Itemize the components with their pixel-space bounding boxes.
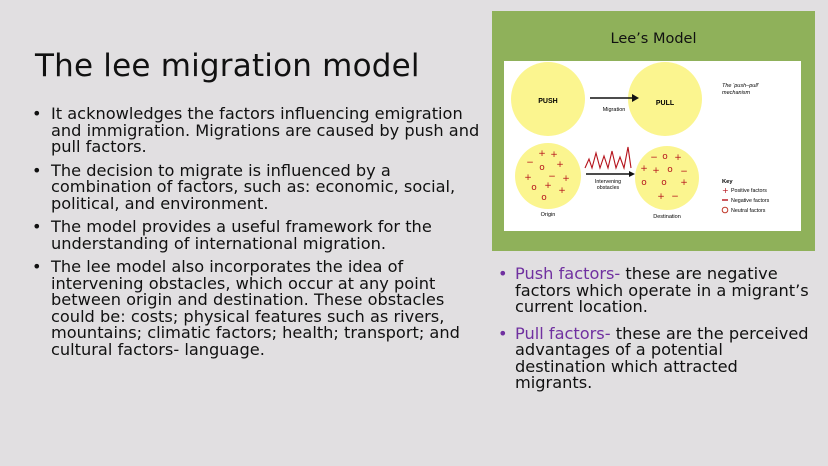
- svg-text:o: o: [531, 183, 537, 193]
- svg-text:o: o: [641, 178, 647, 188]
- definition-item: [498, 323, 818, 392]
- bullet-item: • The lee model also incorporates the idea of intervening obstacles, which occur at any point between origin and destination. These obstacles could be: costs; physical features such as rivers, mountains; climatic factors; health; transport; and cultural factors- language.: [32, 259, 480, 358]
- bullet-item: • The decision to migrate is influenced by a combination of factors, such as: economic, social, political, and environment.: [32, 163, 480, 213]
- definition-text: these are the perceived advantages of a potential destination which attracted migrants.: [515, 323, 809, 392]
- origin-label: Origin: [540, 212, 556, 218]
- plus-icon: +: [722, 186, 729, 195]
- intervening-label: obstacles: [596, 185, 620, 191]
- bullet-list: [32, 106, 480, 365]
- mechanism-label: mechanism: [722, 90, 751, 96]
- svg-text:+: +: [556, 160, 564, 170]
- neutral-icon: [722, 207, 728, 213]
- definitions-list: [498, 266, 818, 402]
- svg-text:o: o: [667, 165, 673, 175]
- push-pull-diagram: [504, 61, 801, 231]
- definition-term: Push factors-: [515, 264, 621, 283]
- diagram-svg: [504, 61, 801, 231]
- destination-label: Destination: [653, 214, 681, 220]
- bullet-item: • It acknowledges the factors influencing emigration and immigration. Migrations are caused by push and pull factors.: [32, 106, 480, 156]
- pull-circle: [628, 62, 702, 136]
- svg-text:+: +: [544, 181, 552, 191]
- intervening-label: Intervening: [594, 179, 622, 185]
- bullet-item: • The model provides a useful framework for the understanding of international migration.: [32, 219, 480, 252]
- figure-title: Lee’s Model: [610, 31, 697, 47]
- svg-text:−: −: [671, 192, 679, 202]
- svg-text:o: o: [539, 163, 545, 173]
- key-item: Neutral factors: [731, 208, 766, 214]
- key-item: Positive factors: [731, 188, 767, 194]
- svg-text:−: −: [548, 172, 556, 182]
- svg-text:+: +: [640, 164, 648, 174]
- svg-text:+: +: [538, 149, 546, 159]
- obstacles-arrowhead: [629, 171, 635, 177]
- svg-text:+: +: [524, 173, 532, 183]
- svg-text:+: +: [680, 178, 688, 188]
- mechanism-label: The ‘push–pull’: [722, 83, 759, 89]
- definition-term: Pull factors-: [515, 323, 611, 343]
- lee-model-figure: [492, 11, 815, 251]
- svg-text:−: −: [650, 153, 658, 163]
- svg-text:o: o: [662, 152, 668, 162]
- key-item: Negative factors: [731, 198, 770, 204]
- slide-title: The lee migration model: [35, 48, 420, 84]
- svg-text:o: o: [541, 193, 547, 203]
- key-title: Key: [722, 179, 733, 185]
- svg-text:+: +: [558, 186, 566, 196]
- pull-label: PULL: [655, 100, 675, 107]
- svg-text:+: +: [652, 166, 660, 176]
- svg-text:−: −: [680, 167, 688, 177]
- svg-text:+: +: [657, 192, 665, 202]
- definition-text: these are negative factors which operate in a migrant’s current location.: [515, 264, 809, 316]
- obstacles-zigzag: [585, 147, 631, 168]
- svg-text:+: +: [674, 153, 682, 163]
- push-label: PUSH: [538, 98, 558, 105]
- svg-text:+: +: [550, 150, 558, 160]
- svg-text:+: +: [562, 174, 570, 184]
- definition-item: [498, 266, 818, 316]
- migration-label: Migration: [602, 107, 626, 113]
- svg-text:−: −: [526, 158, 534, 168]
- svg-text:o: o: [661, 178, 667, 188]
